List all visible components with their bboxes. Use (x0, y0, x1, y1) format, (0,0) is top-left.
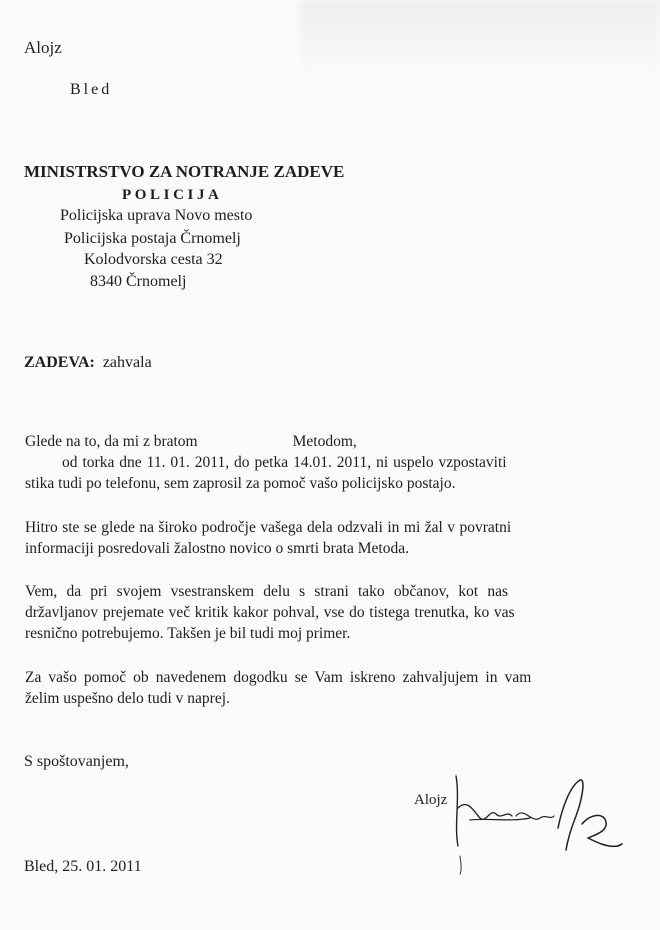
paragraph-3 (25, 581, 623, 644)
subject-label: ZADEVA (24, 354, 90, 371)
paragraph-line: Hitro ste se glede na široko področje vašega dela odzvali in mi žal v povratni (25, 519, 512, 536)
subject-line: ZADEVA: zahvala (24, 354, 152, 371)
paragraph-line: Vem, da pri svojem vsestranskem delu s strani tako občanov, kot nas (25, 583, 509, 600)
paragraph-2 (25, 517, 623, 559)
address-line: Policijska uprava Novo mesto (60, 207, 253, 224)
address-line: 8340 Črnomelj (90, 273, 187, 290)
recipient-dept: POLICIJA (122, 187, 223, 203)
signer-name: Alojz (414, 792, 448, 808)
paragraph-line: stika tudi po telefonu, sem zaprosil za pomoč vašo policijsko postajo. (25, 475, 456, 492)
scan-bleed-through (300, 0, 660, 80)
address-line: Kolodvorska cesta 32 (84, 251, 223, 268)
closing-greeting: S spoštovanjem, (24, 753, 129, 770)
paragraph-line: resnično potrebujemo. Takšen je bil tudi moj primer. (25, 625, 351, 642)
sender-name: Alojz (24, 38, 62, 57)
subject-text: zahvala (102, 354, 152, 371)
date-place: Bled, 25. 01. 2011 (24, 858, 142, 875)
paragraph-4 (25, 667, 623, 709)
handwritten-signature (440, 768, 630, 878)
address-line: Policijska postaja Črnomelj (64, 230, 241, 247)
paragraph-line: državljanov prejemate več kritik kakor pohval, vse do tistega trenutka, ko vas (25, 604, 515, 621)
paragraph-line: želim uspešno delo tudi v naprej. (25, 690, 230, 707)
paragraph-line: Za vašo pomoč ob navedenem dogodku se Vam iskreno zahvaljujem in vam (25, 669, 532, 686)
paragraph-line: od torka dne 11. 01. 2011, do petka 14.01. 2011, ni uspelo vzpostaviti (62, 454, 507, 471)
paragraph-line: informaciji posredovali žalostno novico o smrti brata Metoda. (25, 540, 409, 557)
recipient-org: MINISTRSTVO ZA NOTRANJE ZADEVE (24, 162, 345, 181)
paragraph-line: Glede na to, da mi z bratom Metodom, (25, 433, 357, 450)
sender-place: Bled (70, 81, 113, 98)
paragraph-1 (25, 431, 623, 494)
